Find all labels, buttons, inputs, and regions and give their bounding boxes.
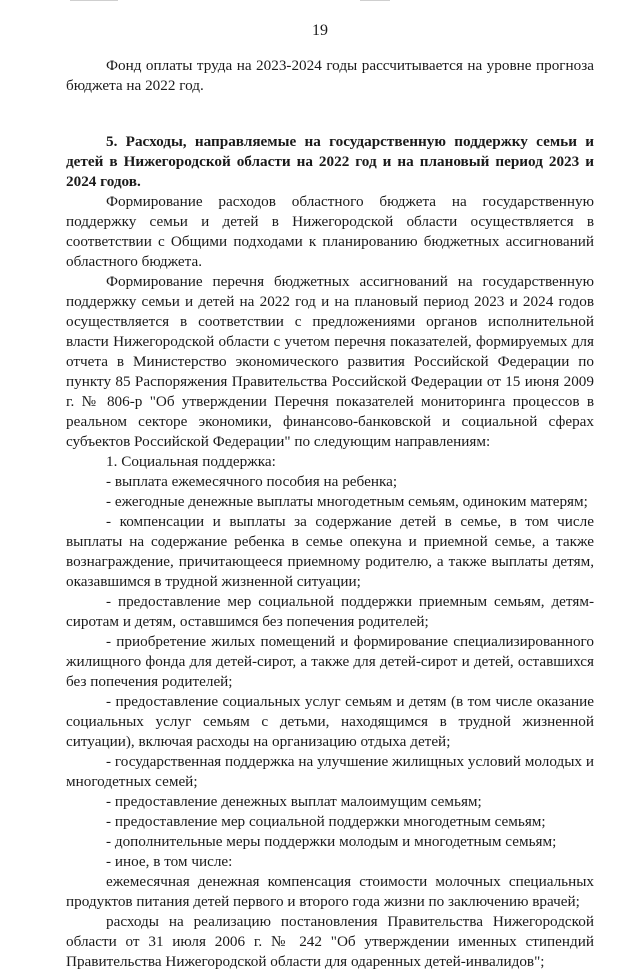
- paragraph-formation-expenses: Формирование расходов областного бюджета на государственную поддержку семьи и детей в Нижегородской области осуществляется в соответствии с Общими подходами к планированию бюджетных ассигнований областного бюджета.: [66, 193, 594, 270]
- section-heading: 5. Расходы, направляемые на государственную поддержку семьи и детей в Нижегородской области на 2022 год и на плановый период 2023 и 2024 годов.: [66, 133, 594, 190]
- list-item: - предоставление мер социальной поддержки многодетным семьям;: [106, 813, 546, 830]
- list-item: - приобретение жилых помещений и формирование специализированного жилищного фонда для детей-сирот, а также для детей-сирот и детей, оставшихся без попечения родителей;: [66, 633, 594, 690]
- list-item: - предоставление социальных услуг семьям и детям (в том числе оказание социальных услуг семьям с детьми, находящимся в трудной жизненной ситуации), включая расходы на организацию отдыха детей;: [66, 693, 594, 750]
- sub-item-milk-compensation: ежемесячная денежная компенсация стоимости молочных специальных продуктов питания детей первого и второго года жизни по заключению врачей;: [66, 873, 594, 910]
- list-item: - дополнительные меры поддержки молодым и многодетным семьям;: [106, 833, 557, 850]
- scan-artifact: [70, 0, 118, 1]
- list-heading-social-support: 1. Социальная поддержка:: [106, 453, 276, 470]
- paragraph-formation-list: Формирование перечня бюджетных ассигнований на государственную поддержку семьи и детей на 2022 год и на плановый период 2023 и 2024 годов осуществляется в соответствии с предложениями органов исполнительной власти Нижегородской области с учетом перечня показателей, формируемых для отчета в Министерство экономического развития Российской Федерации по пункту 85 Распоряжения Правительства Российской Федерации от 15 июня 2009 г. № 806-р "Об утверждении Перечня показателей мониторинга процессов в реальном секторе экономики, финансово-банковской и социальной сферах субъектов Российской Федерации" по следующим направлениям:: [66, 273, 594, 450]
- list-item: - компенсации и выплаты за содержание детей в семье, в том числе выплаты на содержание ребенка в семье опекуна и приемной семье, а также вознаграждение, причитающееся приемному родителю, а также выплаты детям, оказавшимся в трудной жизненной ситуации;: [66, 513, 594, 590]
- paragraph-payroll-fund: Фонд оплаты труда на 2023-2024 годы рассчитывается на уровне прогноза бюджета на 2022 год.: [66, 57, 594, 94]
- list-item: - государственная поддержка на улучшение жилищных условий молодых и многодетных семей;: [66, 753, 594, 790]
- list-item: - выплата ежемесячного пособия на ребенка;: [106, 473, 398, 490]
- page-number: 19: [312, 22, 328, 39]
- sub-item-scholarships: расходы на реализацию постановления Правительства Нижегородской области от 31 июля 2006 г. № 242 "Об утверждении именных стипендий Правительства Нижегородской области для одаренных детей-инвалидов";: [66, 913, 594, 970]
- list-item: - предоставление мер социальной поддержки приемным семьям, детям-сиротам и детям, оставшимся без попечения родителей;: [66, 593, 594, 630]
- scan-artifact: [360, 0, 390, 1]
- document-body: [66, 56, 594, 972]
- list-item: - иное, в том числе:: [106, 853, 233, 870]
- list-item: - ежегодные денежные выплаты многодетным семьям, одиноким матерям;: [106, 493, 588, 510]
- list-item: - предоставление денежных выплат малоимущим семьям;: [106, 793, 482, 810]
